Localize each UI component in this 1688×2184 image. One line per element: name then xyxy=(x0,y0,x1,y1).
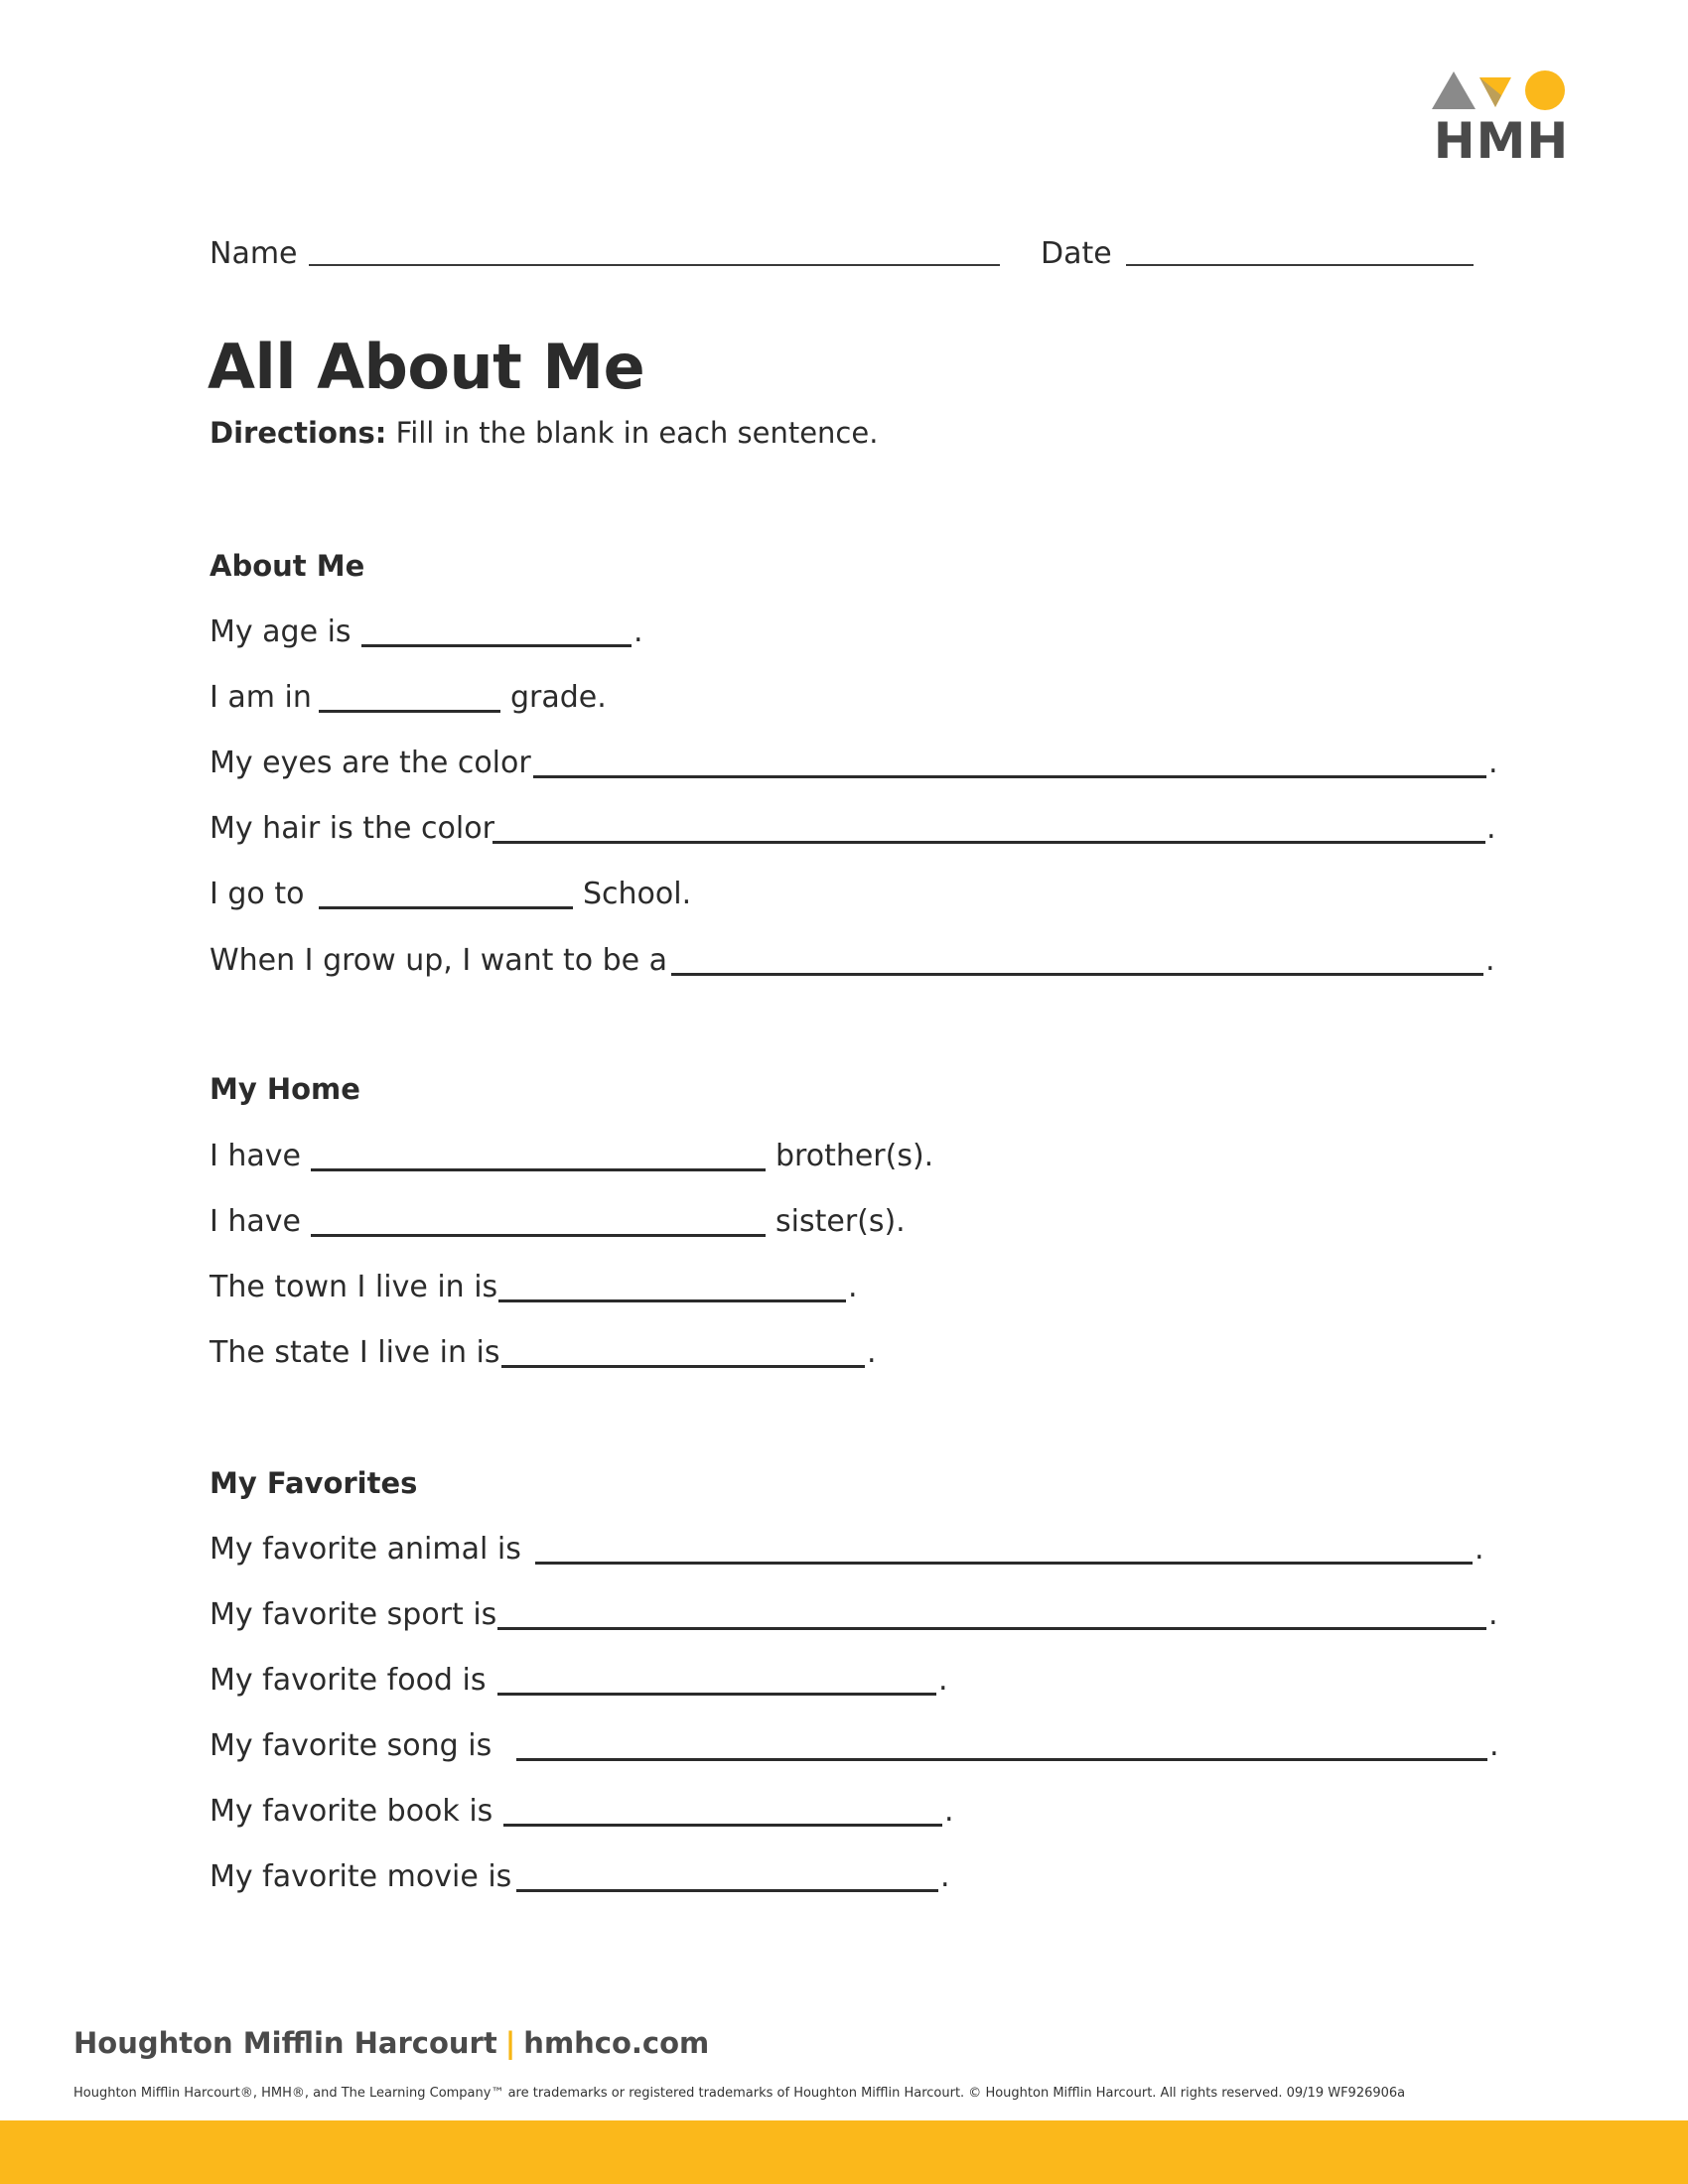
footer-legal-text: Houghton Mifflin Harcourt®, HMH®, and The Learning Company™ are trademarks or registered trademarks of Houghton Mifflin Harcourt. © Houghton Mifflin Harcourt. All rights reserved. 09/19 WF926906a xyxy=(73,2086,1406,2101)
eye-color-blank[interactable] xyxy=(533,775,1486,778)
row-text-after: . xyxy=(848,1270,858,1304)
favorite-song-blank[interactable] xyxy=(516,1758,1487,1761)
row-text: My favorite animal is xyxy=(210,1532,521,1567)
row-text-after: . xyxy=(938,1663,948,1698)
row-text: My favorite sport is xyxy=(210,1597,497,1632)
favorite-food-blank[interactable] xyxy=(497,1693,936,1696)
section-heading-about-me: About Me xyxy=(210,549,365,583)
worksheet-title: All About Me xyxy=(208,331,645,403)
footer-company: Houghton Mifflin Harcourt xyxy=(73,2026,497,2060)
brothers-blank[interactable] xyxy=(311,1168,766,1171)
age-blank[interactable] xyxy=(361,644,632,647)
directions-text: Fill in the blank in each sentence. xyxy=(386,416,879,450)
hmh-logo xyxy=(1432,69,1571,169)
section-heading-my-favorites: My Favorites xyxy=(210,1466,418,1500)
directions-label: Directions: xyxy=(210,416,387,450)
school-blank[interactable] xyxy=(319,906,573,909)
date-blank[interactable] xyxy=(1126,264,1474,266)
grow-up-blank[interactable] xyxy=(671,973,1483,976)
row-text: My eyes are the color xyxy=(210,746,531,780)
row-text: I am in xyxy=(210,680,312,715)
row-text-after: . xyxy=(944,1794,954,1829)
row-text-after: grade. xyxy=(510,680,607,715)
row-text-after: . xyxy=(1488,746,1498,780)
row-text-after: . xyxy=(867,1335,877,1370)
town-blank[interactable] xyxy=(498,1299,846,1302)
row-text-after: . xyxy=(1486,811,1496,846)
row-text-after: . xyxy=(1485,943,1495,978)
state-blank[interactable] xyxy=(501,1365,865,1368)
row-text-after: . xyxy=(1475,1532,1484,1567)
row-text: The town I live in is xyxy=(210,1270,498,1304)
footer-accent-bar xyxy=(0,2120,1688,2184)
favorite-book-blank[interactable] xyxy=(503,1824,942,1827)
directions xyxy=(210,413,878,453)
row-text: The state I live in is xyxy=(210,1335,500,1370)
hair-color-blank[interactable] xyxy=(492,841,1485,844)
favorite-movie-blank[interactable] xyxy=(516,1889,938,1892)
row-text: My favorite movie is xyxy=(210,1859,512,1894)
row-text: I go to xyxy=(210,877,305,911)
row-text-after: sister(s). xyxy=(775,1204,906,1239)
section-heading-my-home: My Home xyxy=(210,1072,360,1106)
footer-brand xyxy=(73,2023,709,2063)
favorite-sport-blank[interactable] xyxy=(497,1627,1486,1630)
name-blank[interactable] xyxy=(309,264,1000,266)
row-text: My favorite book is xyxy=(210,1794,493,1829)
row-text: My hair is the color xyxy=(210,811,494,846)
sisters-blank[interactable] xyxy=(311,1234,766,1237)
footer-website-link[interactable]: hmhco.com xyxy=(523,2026,710,2060)
row-text: My favorite song is xyxy=(210,1728,492,1763)
row-text-after: . xyxy=(940,1859,950,1894)
row-text: I have xyxy=(210,1139,301,1173)
favorite-animal-blank[interactable] xyxy=(535,1562,1473,1565)
row-text: My age is xyxy=(210,614,352,649)
row-text-after: brother(s). xyxy=(775,1139,934,1173)
row-text-after: . xyxy=(1489,1728,1499,1763)
footer-separator: | xyxy=(504,2026,516,2060)
row-text-after: . xyxy=(1488,1597,1498,1632)
row-text-after: . xyxy=(633,614,643,649)
row-text: When I grow up, I want to be a xyxy=(210,943,668,978)
row-text-after: School. xyxy=(583,877,692,911)
row-text: I have xyxy=(210,1204,301,1239)
logo-wordmark: HMH xyxy=(1433,112,1570,170)
name-date-row xyxy=(210,234,1500,274)
grade-blank[interactable] xyxy=(319,710,500,713)
date-label: Date xyxy=(1041,236,1112,271)
name-label: Name xyxy=(210,236,298,271)
row-text: My favorite food is xyxy=(210,1663,487,1698)
